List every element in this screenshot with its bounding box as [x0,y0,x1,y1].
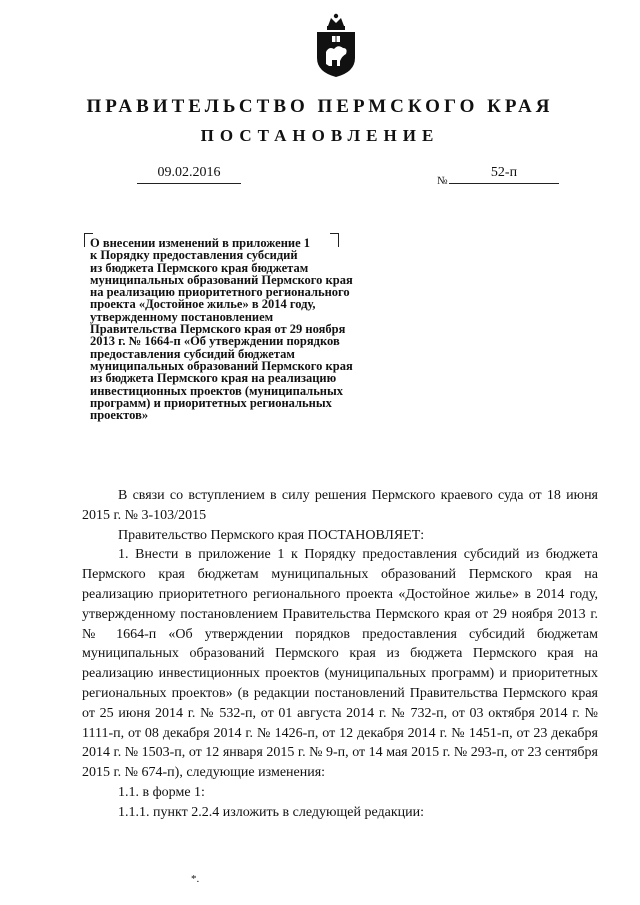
subject-line: на реализацию приоритетного регионального [90,285,350,300]
subject-line: инвестиционных проектов (муниципальных [90,383,344,398]
number-sign: № [437,175,448,187]
government-title: ПРАВИТЕЛЬСТВО ПЕРМСКОГО КРАЯ [86,96,554,117]
subject-line: предоставления субсидий бюджетам [90,346,295,361]
subject-line: проектов» [90,408,149,423]
document-subject [90,237,420,421]
subject-line: утвержденному постановлением [90,309,274,324]
subject-line: О внесении изменений в приложение 1 [90,236,311,250]
document-date: 09.02.2016 [137,165,241,184]
clause-1-1-1-paragraph: 1.1.1. пункт 2.2.4 изложить в следующей редакции: [118,804,424,820]
document-type-heading: ПОСТАНОВЛЕНИЕ [200,126,440,145]
coat-of-arms-icon [315,12,357,78]
subject-line: 2013 г. № 1664-п «Об утверждении порядков [90,334,340,349]
clause-1-1-paragraph: 1.1. в форме 1: [118,784,205,800]
resolves-paragraph: Правительство Пермского края ПОСТАНОВЛЯЕТ: [118,527,425,543]
preamble-paragraph: В связи со вступлением в силу решения Пермского краевого суда от 18 июня 2015 г. № 3-103/2015 [82,488,598,523]
scan-mark: *. [191,873,200,885]
document-body [82,486,598,823]
subject-line: к Порядку предоставления субсидий [90,248,298,263]
clause-1-paragraph: 1. Внести в приложение 1 к Порядку предоставления субсидий из бюджета Пермского края бюджетам муниципальных образований Пермского края на реализацию приоритетного регионального проекта «Достойное жилье» в 2014 году, утвержденному постановлением Правительства Пермского края от 29 ноября 2013 г. № 1664-п «Об утверждении порядков предоставления субсидий бюджетам муниципальных образований Пермского края из бюджета Пермского края на реализацию инвестиционных проектов (муниципальных программ) и приоритетных региональных проектов» (в редакции постановлений Правительства Пермского края от 25 июня 2014 г. № 532-п, от 01 августа 2014 г. № 732-п, от 03 октября 2014 г. № 1111-п, от 08 декабря 2014 г. № 1426-п, от 12 декабря 2014 г. № 1451-п, от 23 декабря 2014 г. № 1503-п, от 12 января 2015 г. № 9-п, от 14 мая 2015 г. № 293-п, от 23 сентября 2015 г. № 674-п), следующие изменения: [82,547,598,781]
document-number: 52-п [449,165,559,184]
subject-line: муниципальных образований Пермского края [90,358,353,373]
subject-line: Правительства Пермского края от 29 ноября [90,322,346,337]
subject-line: из бюджета Пермского края бюджетам [90,260,309,275]
subject-line: программ) и приоритетных региональных [90,395,332,410]
subject-line: муниципальных образований Пермского края [90,272,353,287]
subject-line: из бюджета Пермского края на реализацию [90,371,337,386]
subject-line: проекта «Достойное жилье» в 2014 году, [90,297,316,312]
